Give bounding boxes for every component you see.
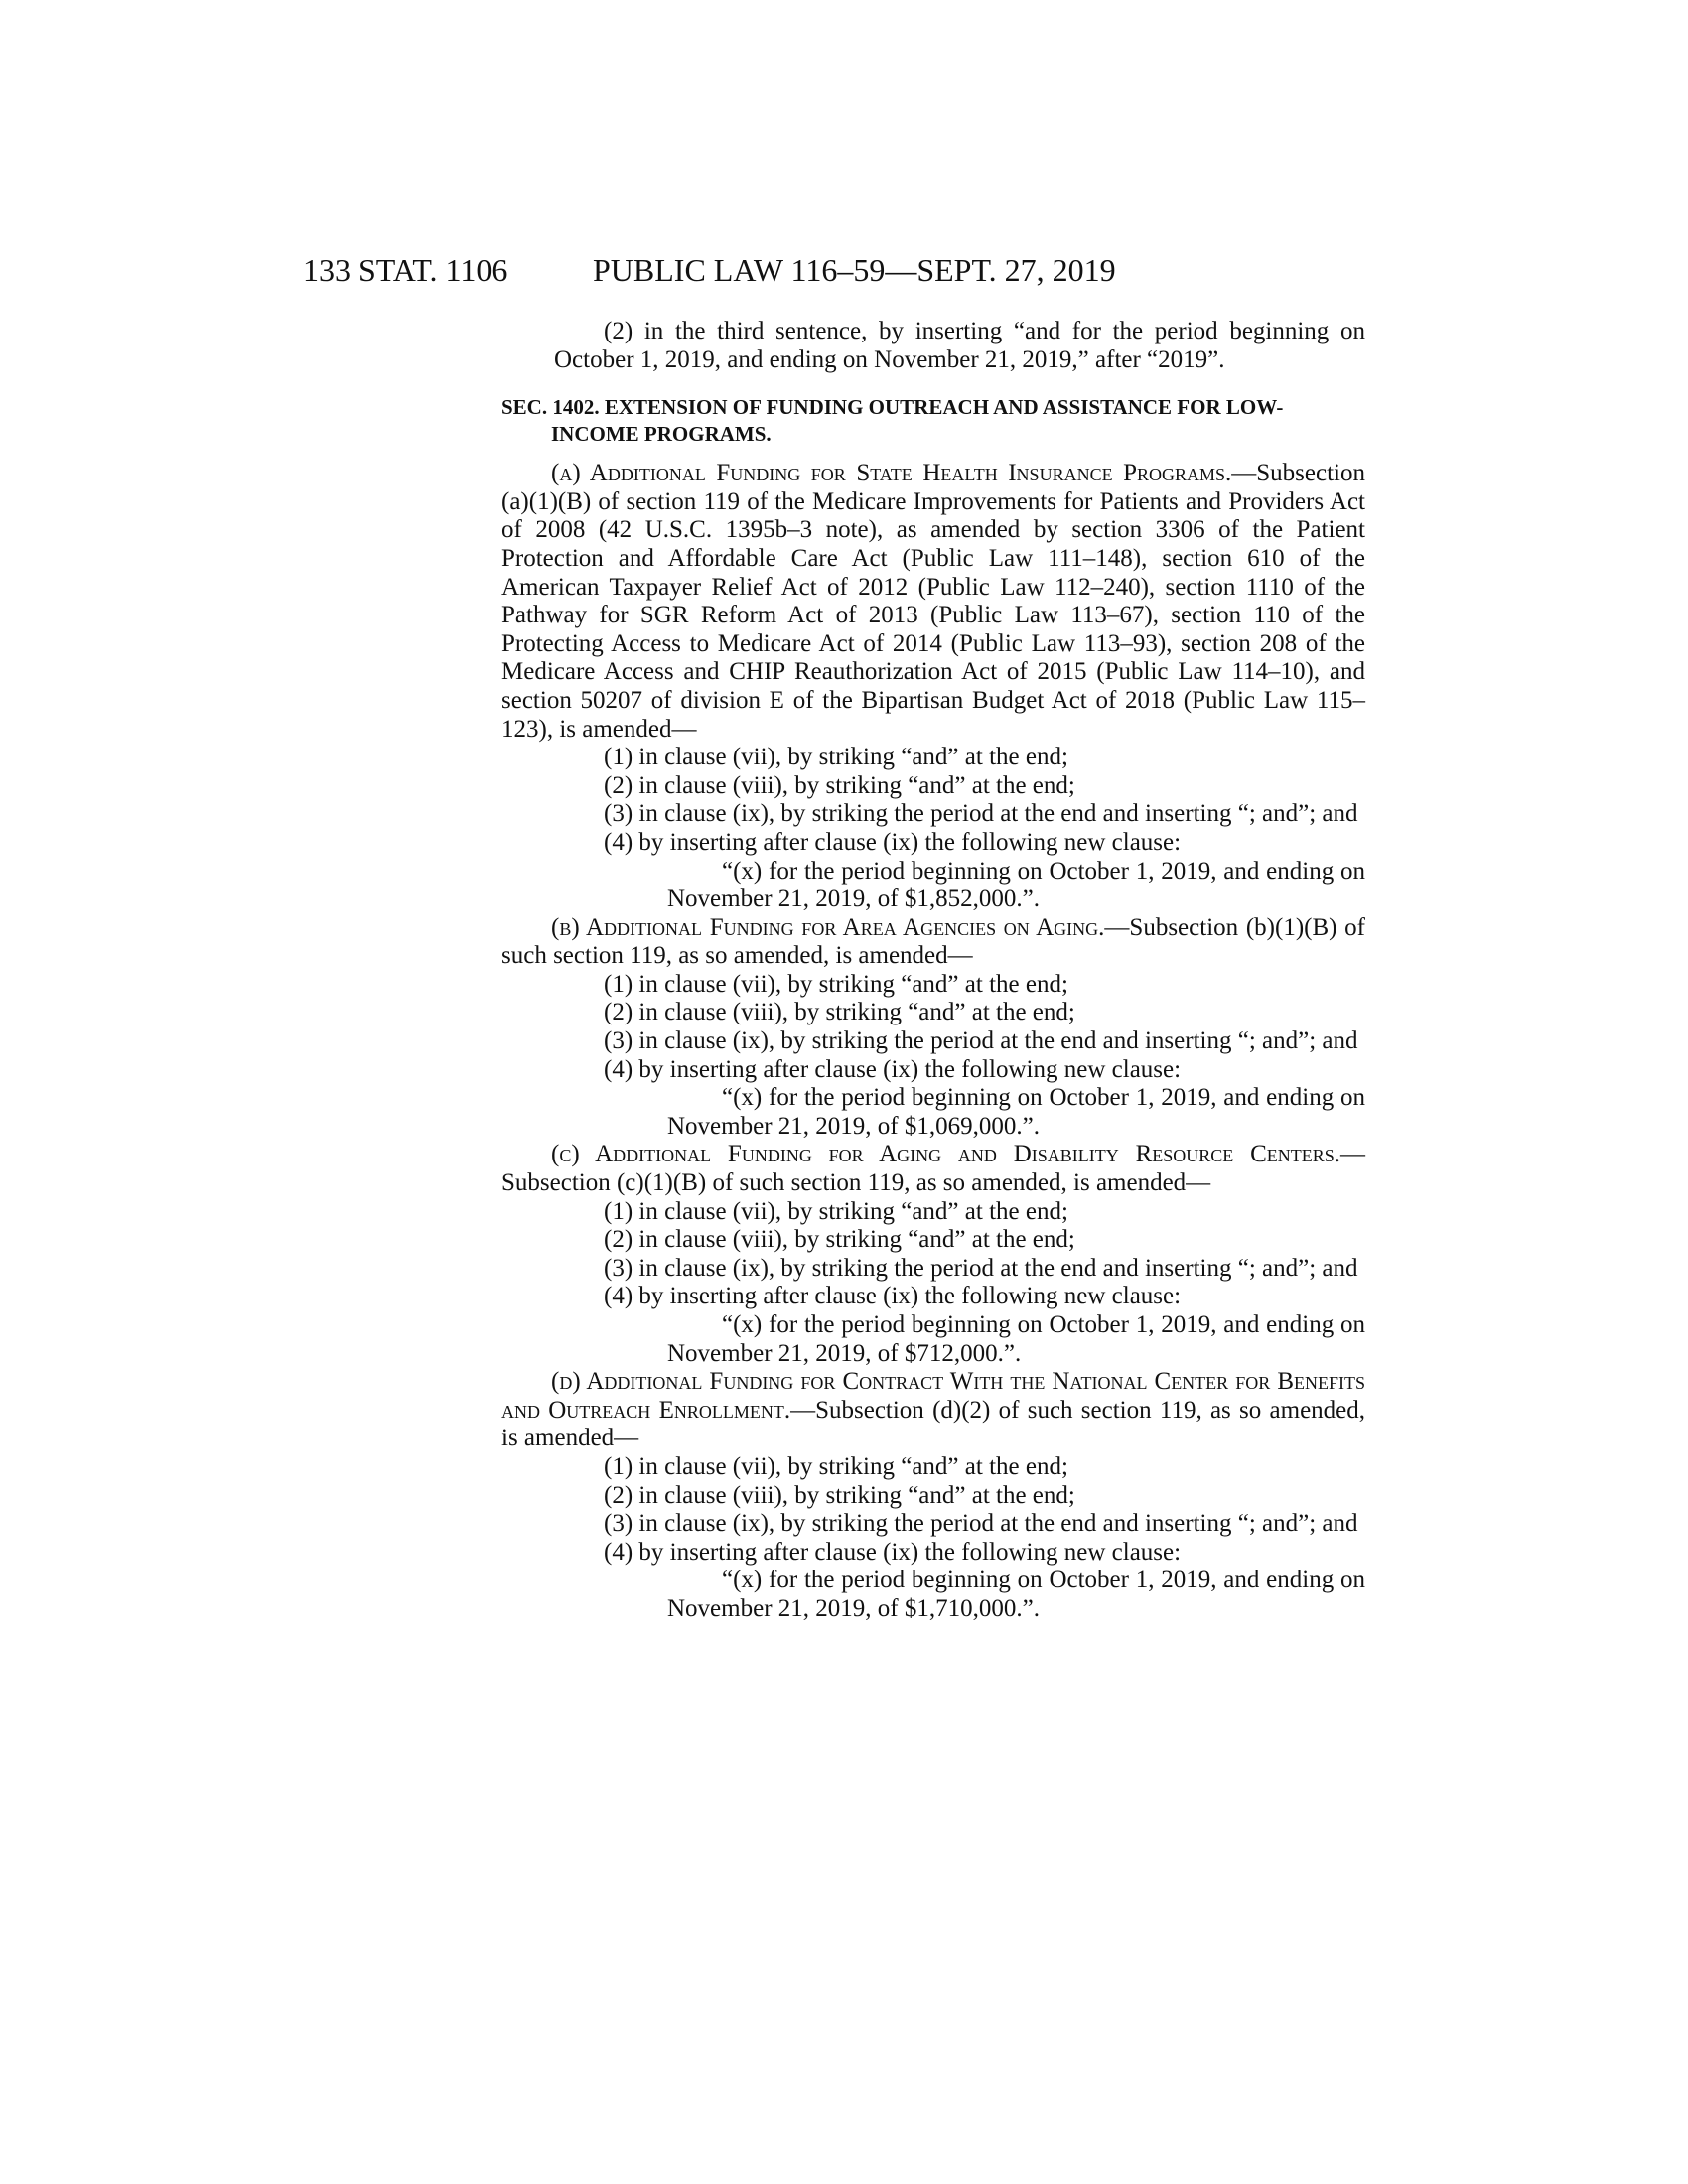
running-head: PUBLIC LAW 116–59—SEPT. 27, 2019	[593, 252, 1116, 288]
inserted-clause: “(x) for the period beginning on October 1, 2019, and ending on November 21, 2019, of $1,852,000.”.	[667, 857, 1365, 913]
page-header	[0, 250, 1688, 290]
subsection-text: —Subsection (d)(2) of such section 119, as so amended, is amended—	[501, 1396, 1366, 1452]
list-item: (4) by inserting after clause (ix) the following new clause:	[604, 1283, 1182, 1310]
list-item: (4) by inserting after clause (ix) the following new clause:	[604, 1055, 1182, 1083]
list-item: (4) by inserting after clause (ix) the following new clause:	[604, 1538, 1182, 1566]
list-item: (3) in clause (ix), by striking the period at the end and inserting “; and”; and	[604, 1510, 1358, 1538]
list-item: (2) in clause (viii), by striking “and” at the end;	[604, 1481, 1075, 1509]
list-item: (3) in clause (ix), by striking the period at the end and inserting “; and”; and	[604, 1027, 1358, 1055]
inserted-clause: “(x) for the period beginning on October 1, 2019, and ending on November 21, 2019, of $712,000.”.	[667, 1311, 1365, 1367]
list-item: (1) in clause (vii), by striking “and” at the end;	[604, 970, 1068, 998]
list-item: (3) in clause (ix), by striking the period at the end and inserting “; and”; and	[604, 1254, 1358, 1282]
subsection-text: —Subsection (c)(1)(B) of such section 119, as so amended, is amended—	[501, 1141, 1365, 1197]
section-heading: SEC. 1402. EXTENSION OF FUNDING OUTREACH AND ASSISTANCE FOR LOW-INCOME PROGRAMS.	[501, 395, 1284, 447]
intro-item: (2) in the third sentence, by inserting “and for the period beginning on October 1, 2019, and ending on November 21, 2019,” after “2019”.	[554, 318, 1365, 373]
list-item: (2) in clause (viii), by striking “and” at the end;	[604, 771, 1075, 799]
subsection-a	[501, 460, 1365, 914]
subsection-paragraph	[501, 914, 1365, 971]
subsection-caption: (a) Additional Funding for State Health Insurance Programs.	[551, 460, 1232, 487]
subsection-paragraph	[501, 1368, 1365, 1453]
list-item: (1) in clause (vii), by striking “and” at the end;	[604, 1452, 1068, 1480]
subsection-text: —Subsection (a)(1)(B) of section 119 of the Medicare Improvements for Patients and Providers Act of 2008 (42 U.S.C. 1395b–3 note), as amended by section 3306 of the Patient Protection and Affordable Care Act (Public Law 111–148), section 610 of the American Taxpayer Relief Act of 2012 (Public Law 112–240), section 1110 of the Pathway for SGR Reform Act of 2013 (Public Law 113–67), section 110 of the Protecting Access to Medicare Act of 2014 (Public Law 113–93), section 208 of the Medicare Access and CHIP Reauthorization Act of 2015 (Public Law 114–10), and section 50207 of division E of the Bipartisan Budget Act of 2018 (Public Law 115–123), is amended—	[501, 460, 1365, 743]
list-item: (2) in clause (viii), by striking “and” at the end;	[604, 1226, 1075, 1254]
list-item: (1) in clause (vii), by striking “and” at the end;	[604, 744, 1068, 771]
subsection-d	[501, 1368, 1365, 1623]
stat-page-number: 133 STAT. 1106	[303, 252, 508, 288]
subsection-paragraph	[501, 460, 1365, 744]
subsection-paragraph	[501, 1141, 1365, 1197]
inserted-clause: “(x) for the period beginning on October 1, 2019, and ending on November 21, 2019, of $1,069,000.”.	[667, 1084, 1365, 1140]
list-item: (4) by inserting after clause (ix) the following new clause:	[604, 828, 1182, 856]
subsection-caption: (c) Additional Funding for Aging and Disability Resource Centers.	[551, 1141, 1340, 1168]
list-item: (3) in clause (ix), by striking the period at the end and inserting “; and”; and	[604, 800, 1358, 828]
subsection-caption: (b) Additional Funding for Area Agencies on Aging.	[551, 913, 1105, 941]
list-item: (1) in clause (vii), by striking “and” at the end;	[604, 1197, 1068, 1225]
inserted-clause: “(x) for the period beginning on October 1, 2019, and ending on November 21, 2019, of $1,710,000.”.	[667, 1567, 1365, 1622]
subsection-c	[501, 1141, 1365, 1368]
subsection-b	[501, 914, 1365, 1142]
list-item: (2) in clause (viii), by striking “and” at the end;	[604, 999, 1075, 1026]
subsection-text: —Subsection (b)(1)(B) of such section 119, as so amended, is amended—	[501, 913, 1365, 970]
subsection-caption: (d) Additional Funding for Contract With the National Center for Benefits and Outreach Enrollment.	[501, 1368, 1365, 1424]
document-body	[501, 318, 1365, 1624]
